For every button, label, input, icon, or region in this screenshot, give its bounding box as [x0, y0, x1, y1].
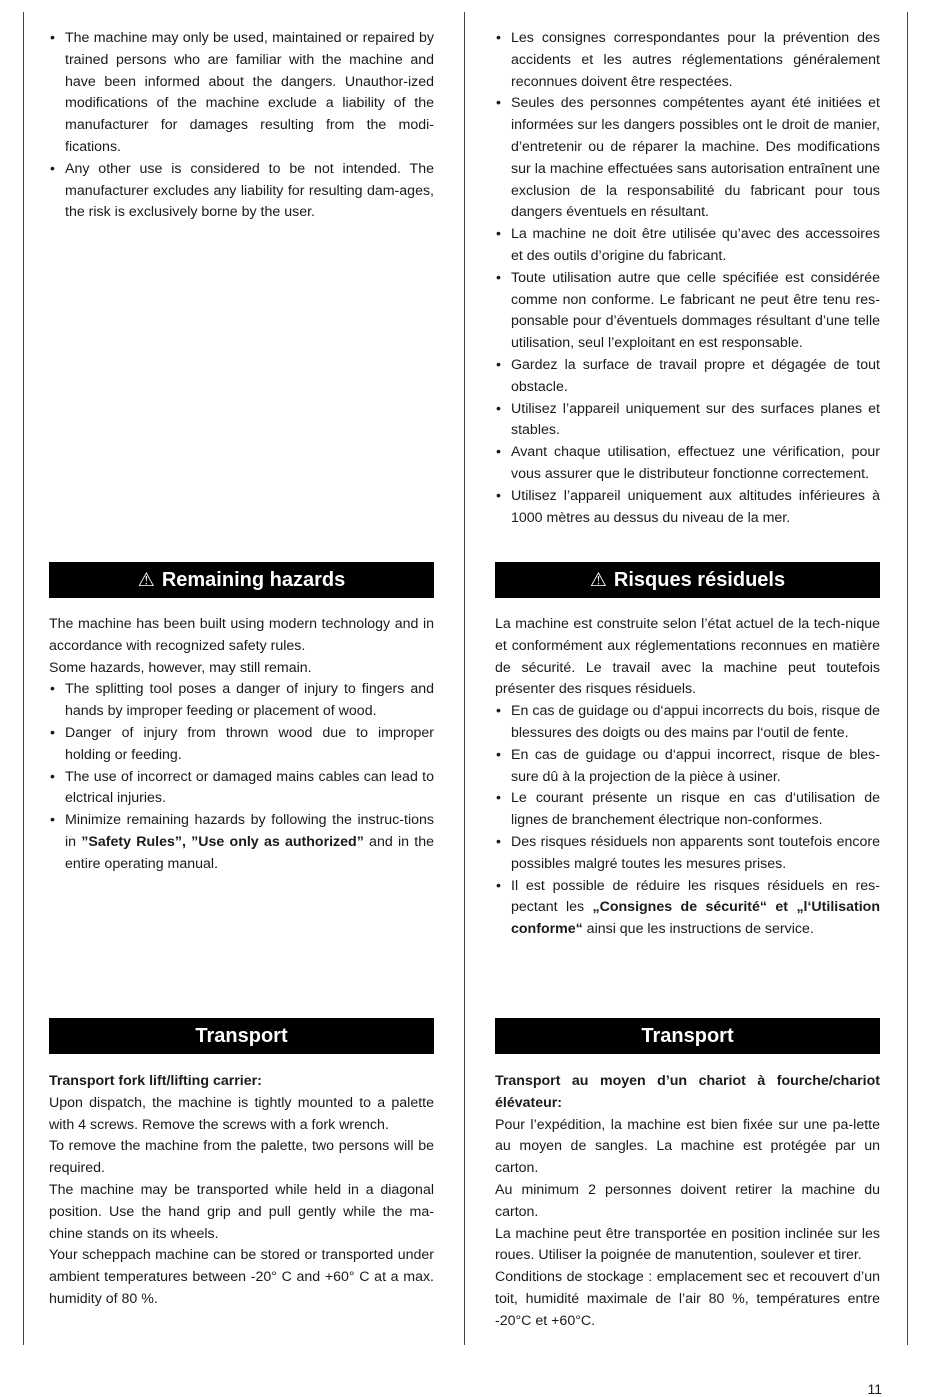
section-title: Remaining hazards — [161, 568, 346, 591]
list-item: • The splitting tool poses a danger of injury to fingers and hands by improper feeding or placement of wood. — [49, 679, 434, 723]
en-transport-header — [49, 1018, 434, 1054]
center-column-rule — [464, 12, 465, 1345]
list-item: • Toute utilisation autre que celle spécifiée est considérée comme non conforme. Le fabricant ne peut être tenu res-ponsable pour d’éventuels dommages résultant d’une telle utilisation, seul l’exploitant en est responsable. — [495, 268, 880, 355]
fr-safety-list — [495, 28, 880, 529]
list-item — [495, 876, 880, 941]
emphasis: ”Safety Rules”, ”Use only as authorized” — [81, 833, 364, 850]
list-item — [49, 810, 434, 875]
text: Minimize remaining hazards by following the instruc-tions in — [65, 812, 434, 850]
paragraph: Upon dispatch, the machine is tightly mounted to a palette with 4 screws. Remove the screws with a fork wrench. — [49, 1094, 434, 1133]
text: ainsi que les instructions de service. — [582, 921, 814, 938]
subheading: Transport fork lift/lifting carrier: — [49, 1073, 262, 1089]
list-item: • En cas de guidage ou d‘appui incorrect, risque de bles-sure dû à la projection de la pièce à usiner. — [495, 745, 880, 789]
list-item: • Any other use is considered to be not intended. The manufacturer excludes any liability for resulting dam-ages, the risk is exclusively borne by the user. — [49, 159, 434, 224]
paragraph: Conditions de stockage : emplacement sec et recouvert d’un toit, humidité maximale de l’air 80 %, températures entre -20°C et +60°C. — [495, 1269, 880, 1329]
fr-top-section — [495, 28, 880, 529]
paragraph: Your scheppach machine can be stored or transported under ambient temperatures between -20° C and +60° C at a max. humidity of 80 %. — [49, 1247, 434, 1307]
paragraph: La machine est construite selon l’état actuel de la tech-nique et conformément aux réglementations reconnues en matière de sécurité. Le travail avec la machine peut toutefois présenter des risques résiduels. — [495, 616, 880, 698]
fr-transport-body — [495, 1071, 880, 1333]
fr-hazards-body — [495, 614, 880, 941]
list-item: • Le courant présente un risque en cas d‘utilisation de lignes de branchement électrique non-conformes. — [495, 788, 880, 832]
emphasis: „Consignes de sécurité“ et „l‘Utilisation conforme“ — [511, 899, 880, 938]
warning-icon: ⚠ — [137, 569, 155, 591]
list-item: • Utilisez l’appareil uniquement aux altitudes inférieures à 1000 mètres au dessus du niveau de la mer. — [495, 486, 880, 530]
section-title: Risques résiduels — [613, 568, 786, 591]
paragraph: Pour l’expédition, la machine est bien fixée sur une pa-lette au moyen de sangles. La machine est protégée par un carton. — [495, 1116, 880, 1177]
fr-transport-header — [495, 1018, 880, 1054]
en-hazards-list — [49, 679, 434, 875]
list-item: • The machine may only be used, maintained or repaired by trained persons who are familiar with the machine and have been informed about the dangers. Unauthor-ized modifications of the machine exclude a liability of the manufacturer for damages resulting from the modi-fications. — [49, 28, 434, 159]
list-item: • Seules des personnes compétentes ayant été initiées et informées sur les dangers possibles ont le droit de manier, d’entretenir ou de réparer la machine. Des modifications sur la machine effectuées sans autorisation entraînent une exclusion de la responsabilité du fabricant pour tous dangers éventuels en résultant. — [495, 93, 880, 224]
en-transport-body — [49, 1071, 434, 1311]
warning-icon: ⚠ — [589, 569, 607, 591]
list-item: • Danger of injury from thrown wood due to improper holding or feeding. — [49, 723, 434, 767]
paragraph: Au minimum 2 personnes doivent retirer la machine du carton. — [495, 1181, 880, 1220]
paragraph: Some hazards, however, may still remain. — [49, 659, 312, 676]
en-top-section — [49, 28, 434, 224]
paragraph: The machine may be transported while held in a diagonal position. Use the hand grip and pull gently while the ma-chine stands on its wheels. — [49, 1181, 434, 1242]
text: and in the entire operating manual. — [65, 833, 434, 872]
page-number: 11 — [867, 1381, 882, 1397]
left-margin-rule — [23, 12, 24, 1345]
list-item: • La machine ne doit être utilisée qu’avec des accessoires et des outils d’origine du fabricant. — [495, 224, 880, 268]
list-item: • Gardez la surface de travail propre et dégagée de tout obstacle. — [495, 355, 880, 399]
list-item: • Des risques résiduels non apparents sont toutefois encore possibles malgré toutes les mesures prises. — [495, 832, 880, 876]
paragraph: The machine has been built using modern technology and in accordance with recognized safety rules. — [49, 616, 434, 654]
text: Il est possible de réduire les risques résiduels en res-pectant les — [511, 877, 880, 916]
paragraph: La machine peut être transportée en position inclinée sur les roues. Utiliser la poignée de manutention, soulever et tirer. — [495, 1225, 880, 1264]
en-safety-list — [49, 28, 434, 224]
right-margin-rule — [907, 12, 908, 1345]
subheading: Transport au moyen d’un chariot à fourche/chariot élévateur: — [495, 1073, 880, 1111]
list-item: • Avant chaque utilisation, effectuez une vérification, pour vous assurer que le distributeur fonctionne correctement. — [495, 442, 880, 486]
paragraph: To remove the machine from the palette, two persons will be required. — [49, 1138, 434, 1177]
list-item: • Les consignes correspondantes pour la prévention des accidents et les autres réglementations généralement reconnues doivent être respectées. — [495, 28, 880, 93]
fr-hazards-list — [495, 701, 880, 941]
en-hazards-body — [49, 614, 434, 876]
section-title: Transport — [195, 1024, 288, 1047]
list-item: • En cas de guidage ou d‘appui incorrects du bois, risque de blessures des doigts ou des mains par l‘outil de fente. — [495, 701, 880, 745]
list-item: • Utilisez l’appareil uniquement sur des surfaces planes et stables. — [495, 399, 880, 443]
section-title: Transport — [641, 1024, 734, 1047]
list-item: • The use of incorrect or damaged mains cables can lead to elctrical injuries. — [49, 767, 434, 811]
fr-remaining-hazards-header — [495, 562, 880, 598]
en-remaining-hazards-header — [49, 562, 434, 598]
